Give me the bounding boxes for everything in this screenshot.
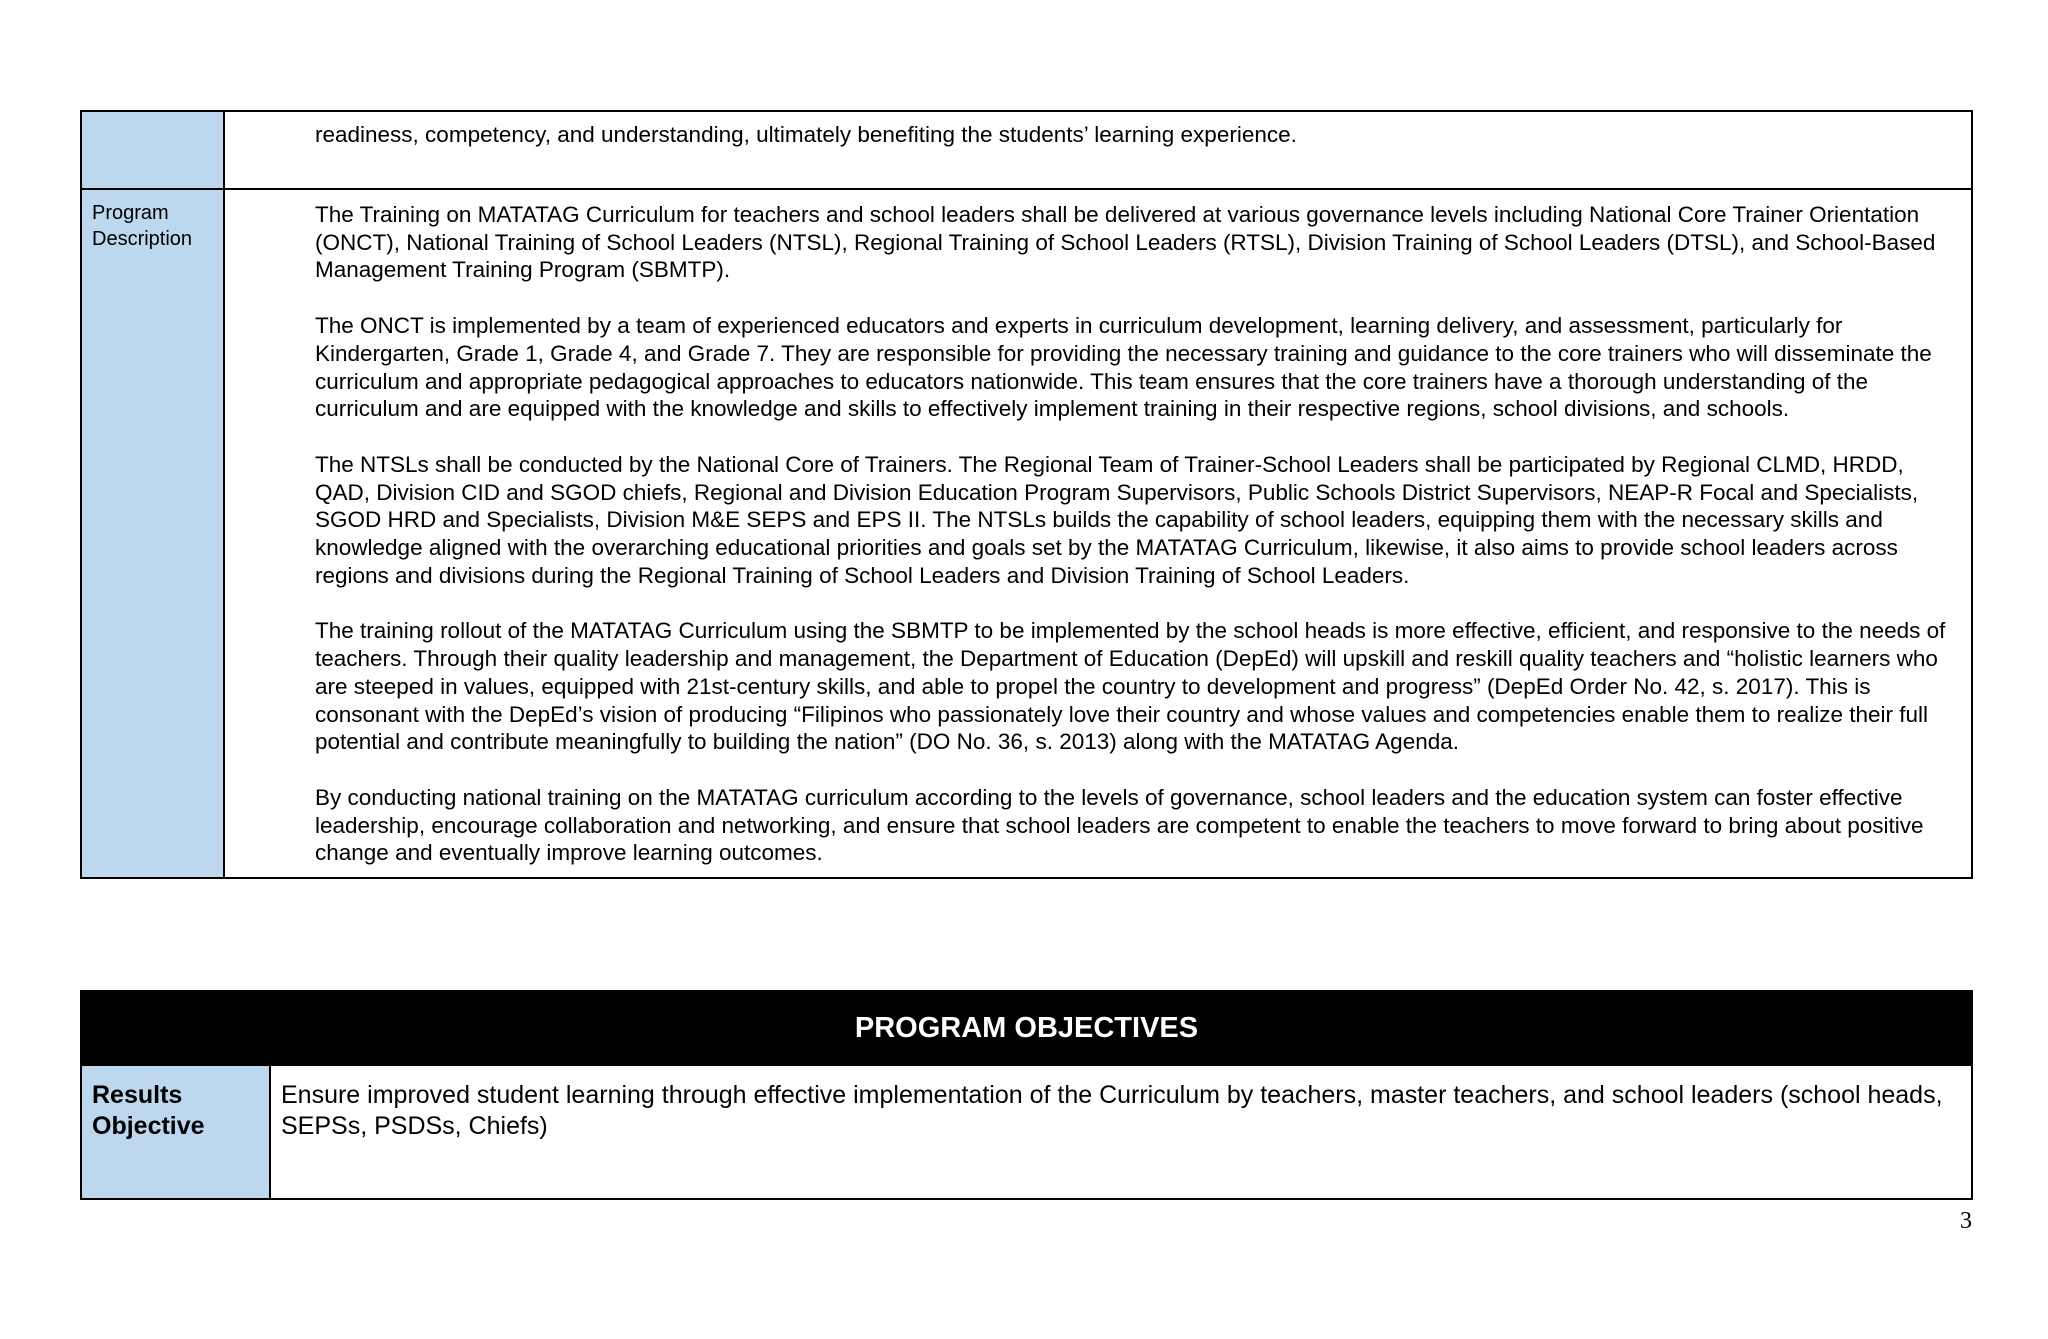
objectives-header-row <box>81 991 1972 1065</box>
program-description-body <box>225 190 1971 877</box>
continuation-label-cell <box>81 111 224 189</box>
continuation-row <box>81 111 1972 189</box>
continuation-text-cell <box>224 111 1972 189</box>
results-objective-text: Ensure improved student learning through effective implementation of the Curriculum by teachers, master teachers, and school leaders (school heads, SEPSs, PSDSs, Chiefs) <box>281 1081 1943 1140</box>
program-description-table <box>80 110 1973 879</box>
program-description-label-cell <box>81 189 224 878</box>
results-objective-text-cell <box>270 1065 1972 1199</box>
continuation-text: readiness, competency, and understanding, ultimately benefiting the students’ learning experience. <box>315 122 1297 147</box>
description-paragraph: The NTSLs shall be conducted by the National Core of Trainers. The Regional Team of Trainer-School Leaders shall be participated by Regional CLMD, HRDD, QAD, Division CID and SGOD chiefs, Regional and Division Education Program Supervisors, Public Schools District Supervisors, NEAP-R Focal and Specialists, SGOD HRD and Specialists, Division M&E SEPS and EPS II. The NTSLs builds the capability of school leaders, equipping them with the necessary skills and knowledge aligned with the overarching educational priorities and goals set by the MATATAG Curriculum, likewise, it also aims to provide school leaders across regions and divisions during the Regional Training of School Leaders and Division Training of School Leaders. <box>315 451 1919 588</box>
results-objective-label: Results Objective <box>92 1081 205 1140</box>
objectives-header: PROGRAM OBJECTIVES <box>81 991 1972 1065</box>
page-number: 3 <box>1960 1208 1972 1234</box>
results-objective-label-cell <box>81 1065 270 1199</box>
program-description-text-cell <box>224 189 1972 878</box>
program-objectives-table <box>80 990 1973 1200</box>
program-description-row <box>81 189 1972 878</box>
program-description-label: Program Description <box>92 202 193 250</box>
description-paragraph: By conducting national training on the MATATAG curriculum according to the levels of governance, school leaders and the education system can foster effective leadership, encourage collaboration and networking, and ensure that school leaders are competent to enable the teachers to move forward to bring about positive change and eventually improve learning outcomes. <box>315 784 1924 866</box>
description-paragraph: The training rollout of the MATATAG Curriculum using the SBMTP to be implemented by the school heads is more effective, efficient, and responsive to the needs of teachers. Through their quality leadership and management, the Department of Education (DepEd) will upskill and reskill quality teachers and “holistic learners who are steeped in values, equipped with 21st-century skills, and able to propel the country to development and progress” (DepEd Order No. 42, s. 2017). This is consonant with the DepEd’s vision of producing “Filipinos who passionately love their country and whose values and competencies enable them to realize their full potential and contribute meaningfully to building the nation” (DO No. 36, s. 2013) along with the MATATAG Agenda. <box>315 618 1946 755</box>
description-paragraph: The ONCT is implemented by a team of experienced educators and experts in curriculum development, learning delivery, and assessment, particularly for Kindergarten, Grade 1, Grade 4, and Grade 7. They are responsible for providing the necessary training and guidance to the core trainers who will disseminate the curriculum and appropriate pedagogical approaches to educators nationwide. This team ensures that the core trainers have a thorough understanding of the curriculum and are equipped with the knowledge and skills to effectively implement training in their respective regions, school divisions, and schools. <box>315 313 1932 422</box>
results-objective-row <box>81 1065 1972 1199</box>
description-paragraph: The Training on MATATAG Curriculum for teachers and school leaders shall be delivered at various governance levels including National Core Trainer Orientation (ONCT), National Training of School Leaders (NTSL), Regional Training of School Leaders (RTSL), Division Training of School Leaders (DTSL), and School-Based Management Training Program (SBMTP). <box>315 202 1936 283</box>
